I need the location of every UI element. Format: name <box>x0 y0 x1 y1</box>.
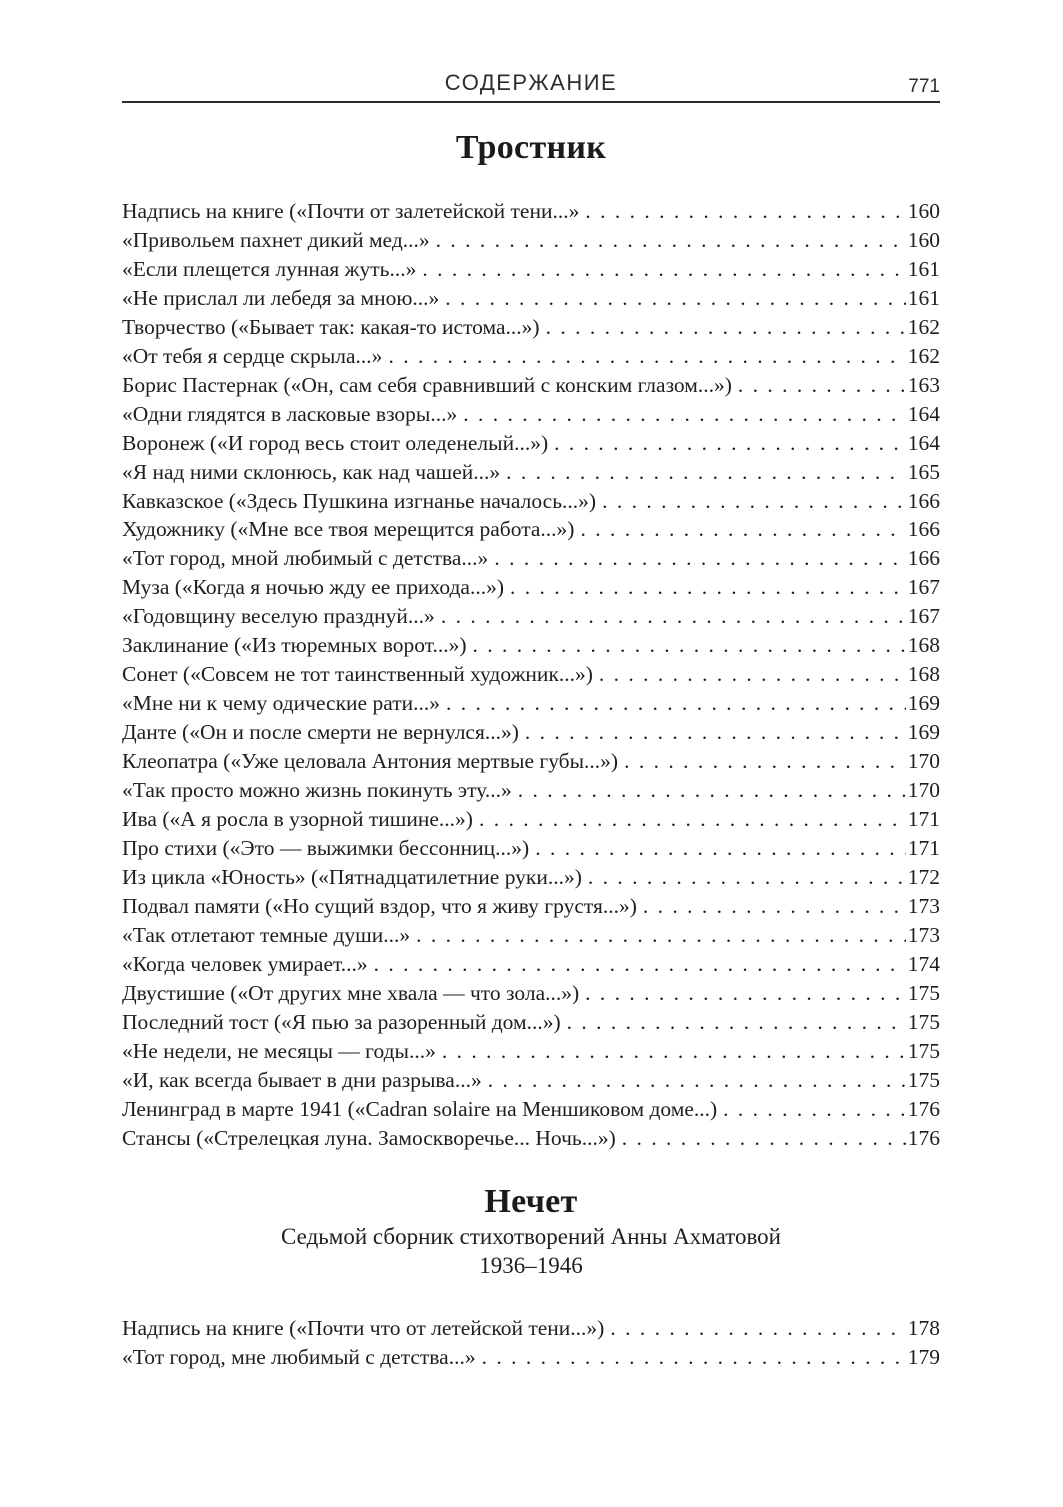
toc-entry-dot-leader <box>463 400 905 429</box>
toc-entry <box>122 950 940 979</box>
toc-entry-dot-leader <box>723 1095 906 1124</box>
toc-entry-page: 173 <box>907 893 940 918</box>
toc-entry-page: 167 <box>907 575 940 600</box>
toc-sections <box>122 128 940 1372</box>
toc-entry-page: 172 <box>907 864 940 889</box>
toc-entry-page: 176 <box>907 1125 940 1150</box>
toc-entry-title: Данте («Он и после смерти не вернулся...») <box>122 720 519 745</box>
section-subtitle: Седьмой сборник стихотворений Анны Ахматовой <box>281 1224 781 1250</box>
toc-entry-title: «Когда человек умирает...» <box>122 951 368 976</box>
toc-entry <box>122 863 940 892</box>
toc-entry-page: 173 <box>907 922 940 947</box>
toc-entry-dot-leader <box>436 226 906 255</box>
toc-entry-dot-leader <box>546 313 906 342</box>
section-title: Нечет <box>484 1183 578 1221</box>
toc-entry-page: 179 <box>907 1345 940 1370</box>
toc-entry-page: 175 <box>907 1038 940 1063</box>
toc-entry <box>122 1037 940 1066</box>
toc-entry-page: 176 <box>907 1096 940 1121</box>
toc-entry-page: 166 <box>907 488 940 513</box>
toc-entry-page: 170 <box>907 749 940 774</box>
toc-entry-page: 163 <box>907 372 940 397</box>
toc-list <box>122 197 940 1152</box>
toc-entry-dot-leader <box>585 979 906 1008</box>
toc-entry <box>122 1124 940 1153</box>
toc-entry-dot-leader <box>441 602 906 631</box>
toc-entry-title: Кавказское («Здесь Пушкина изгнанье началось...») <box>122 488 597 513</box>
toc-entry-page: 175 <box>907 980 940 1005</box>
toc-entry-title: Клеопатра («Уже целовала Антония мертвые губы...») <box>122 749 619 774</box>
toc-entry-page: 164 <box>907 430 940 455</box>
toc-entry-dot-leader <box>488 1066 906 1095</box>
toc-entry <box>122 1008 940 1037</box>
toc-entry-dot-leader <box>374 950 906 979</box>
toc-entry <box>122 892 940 921</box>
toc-entry-page: 160 <box>907 227 940 252</box>
toc-entry-dot-leader <box>599 660 906 689</box>
toc-entry <box>122 805 940 834</box>
toc-entry <box>122 487 940 516</box>
toc-entry <box>122 834 940 863</box>
toc-entry-page: 167 <box>907 604 940 629</box>
toc-entry <box>122 1066 940 1095</box>
toc-entry-title: Двустишие («От других мне хвала — что зола...») <box>122 980 580 1005</box>
toc-entry-title: «От тебя я сердце скрыла...» <box>122 343 383 368</box>
toc-entry <box>122 776 940 805</box>
toc-entry-dot-leader <box>525 718 906 747</box>
toc-entry <box>122 544 940 573</box>
toc-entry-dot-leader <box>442 1037 906 1066</box>
toc-entry <box>122 226 940 255</box>
toc-entry-title: «Одни глядятся в ласковые взоры...» <box>122 401 458 426</box>
toc-entry-title: «Тот город, мне любимый с детства...» <box>122 1345 476 1370</box>
toc-entry-page: 175 <box>907 1067 940 1092</box>
toc-entry-title: «Если плещется лунная жуть...» <box>122 256 417 281</box>
toc-entry-title: Из цикла «Юность» («Пятнадцатилетние руки...») <box>122 864 582 889</box>
toc-entry <box>122 660 940 689</box>
section-title: Тростник <box>455 129 607 166</box>
toc-entry-page: 174 <box>907 951 940 976</box>
toc-entry-dot-leader <box>446 689 906 718</box>
toc-entry-title: Воронеж («И город весь стоит оледенелый...») <box>122 430 549 455</box>
toc-entry-dot-leader <box>422 255 905 284</box>
toc-entry-title: Стансы («Стрелецкая луна. Замоскворечье... Ночь...») <box>122 1125 616 1150</box>
toc-entry-page: 169 <box>907 720 940 745</box>
toc-entry-title: «Так отлетают темные души...» <box>122 922 411 947</box>
toc-entry-dot-leader <box>510 573 906 602</box>
toc-entry <box>122 1343 940 1372</box>
toc-entry-title: «Не недели, не месяцы — годы...» <box>122 1038 436 1063</box>
toc-entry <box>122 371 940 400</box>
toc-entry <box>122 197 940 226</box>
toc-entry <box>122 255 940 284</box>
toc-entry-title: «Тот город, мной любимый с детства...» <box>122 546 489 571</box>
toc-section <box>122 1182 940 1372</box>
toc-entry-title: «Привольем пахнет дикий мед...» <box>122 227 430 252</box>
toc-entry-dot-leader <box>643 892 906 921</box>
toc-entry-title: «Мне ни к чему одические рати...» <box>122 691 440 716</box>
toc-entry-page: 178 <box>907 1316 940 1341</box>
toc-entry-dot-leader <box>388 342 905 371</box>
toc-entry-page: 170 <box>907 778 940 803</box>
toc-entry-dot-leader <box>494 544 905 573</box>
toc-entry-dot-leader <box>482 1343 906 1372</box>
toc-entry-dot-leader <box>622 1124 906 1153</box>
section-dates: 1936–1946 <box>479 1253 583 1279</box>
toc-entry-dot-leader <box>624 747 906 776</box>
toc-entry-page: 171 <box>907 835 940 860</box>
toc-entry <box>122 573 940 602</box>
toc-entry-dot-leader <box>610 1314 905 1343</box>
toc-entry <box>122 400 940 429</box>
toc-entry-dot-leader <box>473 631 906 660</box>
toc-entry-title: «Так просто можно жизнь покинуть эту...» <box>122 778 512 803</box>
toc-entry-title: Заклинание («Из тюремных ворот...») <box>122 633 467 658</box>
toc-entry-title: Борис Пастернак («Он, сам себя сравнивший с конским глазом...») <box>122 372 732 397</box>
toc-entry <box>122 718 940 747</box>
toc-entry-title: Муза («Когда я ночью жду ее прихода...») <box>122 575 505 600</box>
toc-entry-page: 166 <box>907 517 940 542</box>
toc-entry-title: Ива («А я росла в узорной тишине...») <box>122 807 473 832</box>
toc-entry <box>122 313 940 342</box>
toc-entry-page: 161 <box>907 285 940 310</box>
toc-entry-page: 165 <box>907 459 940 484</box>
toc-entry-dot-leader <box>602 487 906 516</box>
toc-entry-title: Ленинград в марте 1941 («Cadran solaire на Меншиковом доме...) <box>122 1096 718 1121</box>
toc-entry <box>122 429 940 458</box>
toc-entry-dot-leader <box>567 1008 906 1037</box>
toc-entry-title: Последний тост («Я пью за разоренный дом...») <box>122 1009 561 1034</box>
toc-entry-title: Художнику («Мне все твоя мерещится работа...») <box>122 517 575 542</box>
toc-entry-dot-leader <box>554 429 906 458</box>
toc-entry-dot-leader <box>588 863 906 892</box>
toc-entry-dot-leader <box>445 284 905 313</box>
toc-entry-page: 162 <box>907 314 940 339</box>
toc-entry-page: 175 <box>907 1009 940 1034</box>
toc-entry-dot-leader <box>535 834 906 863</box>
toc-entry <box>122 921 940 950</box>
toc-entry-page: 160 <box>907 199 940 223</box>
toc-entry-dot-leader <box>518 776 906 805</box>
toc-entry <box>122 1314 940 1343</box>
toc-entry-title: Надпись на книге («Почти что от летейской тени...») <box>122 1316 605 1341</box>
toc-entry-dot-leader <box>506 458 906 487</box>
toc-entry <box>122 458 940 487</box>
toc-entry <box>122 1095 940 1124</box>
toc-entry-page: 171 <box>907 807 940 832</box>
toc-entry <box>122 979 940 1008</box>
toc-entry-page: 169 <box>907 691 940 716</box>
toc-entry-page: 168 <box>907 633 940 658</box>
toc-entry-dot-leader <box>479 805 906 834</box>
toc-entry <box>122 342 940 371</box>
toc-entry-page: 168 <box>907 662 940 687</box>
toc-entry-page: 166 <box>907 546 940 571</box>
page-number: 771 <box>908 76 940 97</box>
toc-entry-title: «И, как всегда бывает в дни разрыва...» <box>122 1067 482 1092</box>
toc-entry-title: «Я над ними склонюсь, как над чашей...» <box>122 459 501 484</box>
toc-entry-page: 164 <box>907 401 940 426</box>
toc-entry-title: «Годовщину веселую празднуй...» <box>122 604 435 629</box>
toc-entry-dot-leader <box>738 371 906 400</box>
toc-entry-title: Подвал памяти («Но сущий вздор, что я живу грустя...») <box>122 893 637 918</box>
toc-entry-page: 161 <box>907 256 940 281</box>
toc-entry-title: «Не прислал ли лебедя за мною...» <box>122 285 440 310</box>
toc-entry-page: 162 <box>907 343 940 368</box>
toc-entry-title: Надпись на книге («Почти от залетейской тени...» <box>122 199 580 223</box>
running-head-title: СОДЕРЖАНИЕ <box>444 70 618 95</box>
toc-entry <box>122 602 940 631</box>
toc-entry-dot-leader <box>580 515 905 544</box>
toc-entry-title: Творчество («Бывает так: какая-то истома...») <box>122 314 540 339</box>
toc-entry-dot-leader <box>585 197 905 226</box>
toc-entry-title: Про стихи («Это — выжимки бессонниц...») <box>122 835 530 860</box>
toc-list <box>122 1314 940 1372</box>
toc-entry <box>122 631 940 660</box>
toc-entry <box>122 689 940 718</box>
toc-entry <box>122 747 940 776</box>
toc-entry-dot-leader <box>416 921 906 950</box>
toc-entry <box>122 515 940 544</box>
toc-entry <box>122 284 940 313</box>
toc-section <box>122 128 940 1152</box>
toc-entry-title: Сонет («Совсем не тот таинственный художник...») <box>122 662 593 687</box>
header-rule <box>122 101 940 103</box>
